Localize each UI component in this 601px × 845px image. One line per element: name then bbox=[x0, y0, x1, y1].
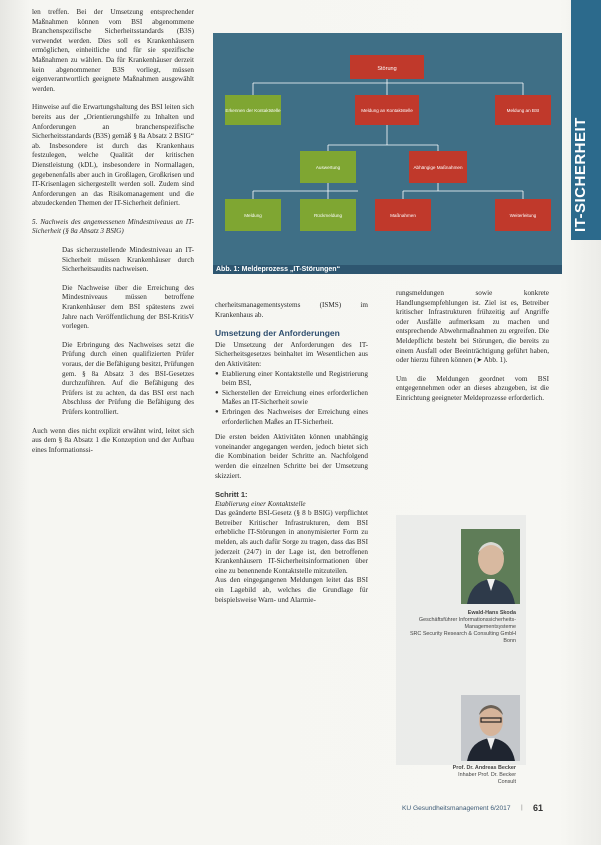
text-column-3 bbox=[396, 289, 549, 413]
author-caption bbox=[398, 765, 516, 786]
diagram-box-label: Meldung an BSI bbox=[506, 108, 540, 113]
section-label: IT-SICHERHEIT bbox=[572, 117, 589, 232]
author-role: Geschäftsführer Informationssicherheits- bbox=[418, 617, 516, 623]
text-column-1 bbox=[32, 8, 194, 464]
author-role: Managementsysteme bbox=[464, 624, 516, 630]
paragraph: Die ersten beiden Aktivitäten können unabhängig voneinander angegangen werden, jedoch bietet sich die Kombination beider Schritte an. Nachfolgend werden die einzelnen Schritte bei der Umsetzung skizziert. bbox=[215, 433, 368, 480]
diagram-box-label: Abhängige Maßnahmen bbox=[413, 165, 463, 170]
step-subtitle: Etablierung einer Kontaktstelle bbox=[215, 499, 306, 508]
step-title: Schritt 1: bbox=[215, 490, 248, 500]
author-company: Consult bbox=[497, 779, 516, 785]
list-item-heading: 5. Nachweis des angemessenen Mindestniveaus an IT-Sicherheit (§ 8a Absatz 3 BSIG) bbox=[32, 217, 194, 236]
list-item: ● Etablierung einer Kontaktstelle und Registrierung beim BSI, bbox=[215, 370, 368, 389]
text-column-2 bbox=[215, 301, 368, 614]
paragraph: Das sicherzustellende Mindestniveau an IT-Sicherheit müssen Krankenhäuser durch Sicherheitsaudits nachweisen. bbox=[62, 246, 194, 274]
magazine-name: KU Gesundheitsmanagement 6/2017 bbox=[402, 805, 511, 812]
diagram-box-label: Maßnahmen bbox=[390, 213, 416, 218]
diagram-box-label: Weiterleitung bbox=[509, 213, 537, 218]
diagram-box-label: Erkennen der Kontaktstelle bbox=[225, 108, 281, 113]
author-caption bbox=[398, 610, 516, 645]
paragraph: cherheitsmanagementsystems (ISMS) im Krankenhaus ab. bbox=[215, 301, 368, 319]
author-photo bbox=[461, 529, 520, 604]
list-item: ● Erbringen des Nachweises der Erreichung eines erforderlichen Maßes an IT-Sicherheit. bbox=[215, 408, 368, 427]
author-city: Bonn bbox=[503, 638, 516, 644]
paragraph: rungsmeldungen sowie konkrete Handlungsempfehlungen ist. Ziel ist es, Betreiber kritischer Infrastrukturen frühzeitig auf Angriffe oder Ausfälle aufmerksam zu machen und entsprechende Abwehrmaßnahmen zu ergreifen. Die Meldepflicht besteht bei Störungen, die bereits zu einem Ausfall oder Beeinträchtigung geführt haben, oder hierzu führen können (➤ Abb. 1). bbox=[396, 289, 549, 365]
paragraph: len treffen. Bei der Umsetzung entsprechender Maßnahmen können vom BSI abgenommene Branchenspezifische Sicherheitsstandards (B3S) verwendet werden. Dies soll es Krankenhäusern ermöglichen, einheitliche und für sie spezifische Maßnahmen zu wählen. Da für Krankenhäuser derzeit kein abgenommener B3S vorliegt, müssen eigenverantwortlich geeignete Maßnahmen ausgewählt werden. bbox=[32, 8, 194, 93]
author-company: SRC Security Research & Consulting GmbH bbox=[409, 631, 516, 637]
diagram-box-label: Störung bbox=[377, 66, 397, 72]
author-role: Inhaber Prof. Dr. Becker bbox=[458, 772, 516, 778]
diagram-box-label: Meldung an Kontaktstelle bbox=[361, 108, 413, 113]
paragraph: Die Umsetzung der Anforderungen des IT-Sicherheitsgesetzes beinhaltet im Wesentlichen aus den Aktivitäten: bbox=[215, 340, 368, 368]
figure-caption: Abb. 1: Meldeprozess „IT-Störungen“ bbox=[213, 265, 562, 274]
process-diagram bbox=[213, 33, 562, 273]
paragraph: Die Erbringung des Nachweises setzt die Prüfung durch einen qualifizierten Prüfer voraus, der die Befähigung besitzt, Prüfungen gem. § 8a Absatz 3 des BSI-Gesetzes durchzuführen. Auf die Befähigung des Prüfers ist zu achten, da das BSI erst nach Abschluss der Prüfung die Befähigung des Prüfers kontrolliert. bbox=[62, 340, 194, 416]
bullet-list bbox=[215, 370, 368, 428]
page-footer bbox=[402, 805, 552, 812]
paragraph: Aus den eingegangenen Meldungen leitet das BSI ein Lagebild ab, welches die Grundlage für beispielsweise Warn- und Alarmie- bbox=[215, 576, 368, 604]
section-sidebar bbox=[571, 0, 601, 240]
author-name: Ewald-Hans Skoda bbox=[467, 610, 516, 616]
paragraph: Hinweise auf die Erwartungshaltung des BSI leiten sich bereits aus der „Orientierungshilfe zu Inhalten und Anforderungen an branchenspezifische Sicherheitsstandards (B3S) gemäß § 8a Absatz 2 BSIG“ ab. Insbesondere ist durch das Krankenhaus festzulegen, welche Qualität der kritischen Dienstleistung (kDL), insbesondere in Normallagen, gegebenenfalls aber auch in Großlagen, Großkrisen und IT-Krisenlagen sichergestellt werden soll. Zudem sind Anforderungen an das Risikomanagement und die abzudeckenden Themen der IT-Sicherheit definiert. bbox=[32, 103, 194, 208]
diagram-svg bbox=[213, 33, 562, 265]
section-heading: Umsetzung der Anforderungen bbox=[215, 328, 340, 339]
paragraph: Auch wenn dies nicht explizit erwähnt wird, leitet sich aus dem § 8a Absatz 1 die Konzeption und der Aufbau eines Informationssi- bbox=[32, 426, 194, 454]
portrait-image bbox=[461, 695, 520, 761]
diagram-box-label: Auswertung bbox=[315, 165, 341, 170]
portrait-image bbox=[461, 529, 520, 604]
paragraph: Um die Meldungen geordnet vom BSI entgegennehmen oder an dieses abzugeben, ist die Einrichtung geeigneter Meldeprozesse erforderlich. bbox=[396, 374, 549, 402]
diagram-box-label: Rückmeldung bbox=[313, 213, 343, 218]
author-name: Prof. Dr. Andreas Becker bbox=[452, 765, 516, 771]
page-number: 61 bbox=[533, 803, 544, 813]
paragraph: Die Nachweise über die Erreichung des Mindestniveaus müssen betroffene Krankenhäuser dem BSI spätestens zwei Jahre nach Veröffentlichung der BSI-KritisV vorlegen. bbox=[62, 283, 194, 331]
diagram-box-label: Meldung bbox=[244, 213, 262, 218]
author-photo bbox=[461, 695, 520, 761]
paragraph: Das geänderte BSI-Gesetz (§ 8 b BSIG) verpflichtet Betreiber Kritischer Infrastrukturen, dem BSI erhebliche IT-Störungen in anonymisierter Form zu melden, als auch dafür Sorge zu tragen, dass das BSI jederzeit (24/7) in der Lage ist, den betroffenen Krankenhäusern IT-Sicherheitsinformationen über eine zu benennende Kontaktstelle mitzuteilen. bbox=[215, 509, 368, 575]
list-item: ● Sicherstellen der Erreichung eines erforderlichen Maßes an IT-Sicherheit sowie bbox=[215, 389, 368, 408]
footer-separator: | bbox=[521, 804, 523, 811]
